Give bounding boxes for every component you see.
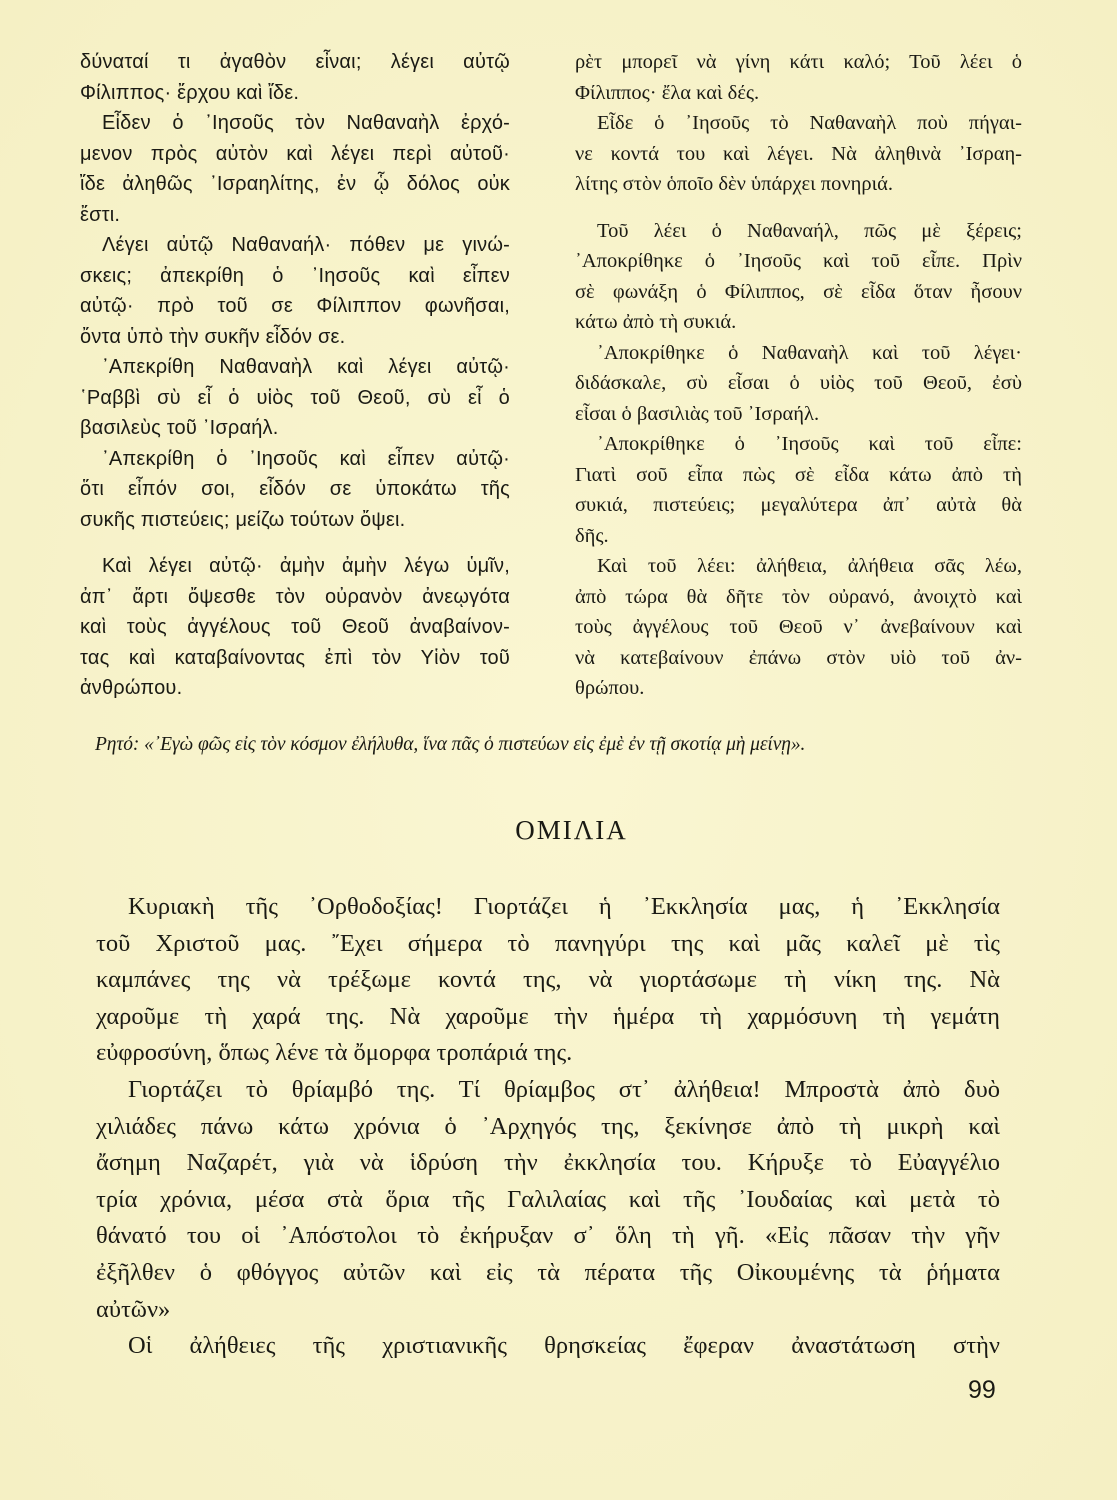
paragraph [575,216,1022,338]
text-line: νὰ κατεβαίνουν ἐπάνω στὸν υἱὸ τοῦ ἀν- [575,646,1022,669]
text-line: τρία χρόνια, μέσα στὰ ὅρια τῆς Γαλιλαίας καὶ τῆς ᾿Ιουδαίας καὶ μετὰ τὸ [96,1185,1000,1213]
text-line: τοὺς ἀγγέλους τοῦ Θεοῦ ν᾿ ἀνεβαίνουν καὶ [575,616,1022,638]
paragraph [80,352,510,444]
paragraph [575,47,1022,108]
text-line: αὐτῷ· πρὸ τοῦ σε Φίλιππον φωνῆσαι, [80,295,510,317]
original-text-column [80,47,510,704]
text-line: Εἶδεν ὁ ᾿Ιησοῦς τὸν Ναθαναὴλ ἐρχό- [102,112,510,134]
text-line: ἴδε ἀληθῶς ᾿Ισραηλίτης, ἐν ᾧ δόλος οὐκ [80,173,510,195]
text-line: ὄντα ὑπὸ τὴν συκῆν εἶδόν σε. [80,325,346,348]
text-line: Γιορτάζει τὸ θρίαμβό της. Τί θρίαμβος στ᾿ ἀλήθεια! Μπροστὰ ἀπὸ δυὸ [128,1075,1000,1103]
text-line: συκῆς πιστεύεις; μείζω τούτων ὄψει. [80,508,406,531]
text-line: δύναταί τι ἀγαθὸν εἶναι; λέγει αὐτῷ [80,51,510,73]
text-line: εἶσαι ὁ βασιλιὰς τοῦ ᾿Ισραήλ. [575,402,820,425]
text-line: ἐξῆλθεν ὁ φθόγγος αὐτῶν καὶ εἰς τὰ πέρατα τῆς Οἰκουμένης τὰ ῥήματα [96,1258,1000,1286]
paragraph [96,1072,1000,1328]
text-line: ᾿Αποκρίθηκε ὁ ᾿Ιησοῦς καὶ τοῦ εἶπε. Πρὶν [575,250,1022,272]
homily-text [96,889,1000,1365]
text-line: θρώπου. [575,677,645,699]
text-line: Κυριακὴ τῆς ᾿Ορθοδοξίας! Γιορτάζει ἡ ᾿Εκκλησία μας, ἡ ᾿Εκκλησία [128,893,1000,920]
paragraph [575,338,1022,430]
text-line: καμπάνες της νὰ τρέξωμε κοντά της, νὰ γιορτάσωμε τὴ νίκη της. Νὰ [96,966,1000,994]
paragraph [80,108,510,230]
page-number: 99 [968,1376,996,1404]
translation-column [575,47,1022,704]
text-line: διδάσκαλε, σὺ εἶσαι ὁ υἱὸς τοῦ Θεοῦ, ἐσὺ [575,372,1022,394]
text-line: σὲ φωνάξη ὁ Φίλιππος, σὲ εἶδα ὅταν ἦσουν [575,280,1022,303]
text-line: σκεις; ἀπεκρίθη ὁ ᾿Ιησοῦς καὶ εἶπεν [80,264,510,287]
text-line: μενον πρὸς αὐτὸν καὶ λέγει περὶ αὐτοῦ· [80,142,510,165]
text-line: αὐτῶν» [96,1295,171,1323]
paragraph [80,551,510,704]
text-line: Τοῦ λέει ὁ Ναθαναήλ, πῶς μὲ ξέρεις; [597,219,1022,242]
text-line: νε κοντά του καὶ λέγει. Νὰ ἀληθινὰ ᾿Ισραη- [575,142,1022,165]
text-line: ᾿Απεκρίθη ὁ ᾿Ιησοῦς καὶ εἶπεν αὐτῷ· [102,447,510,470]
text-line: ᾿Αποκρίθηκε ὁ ᾿Ιησοῦς καὶ τοῦ εἶπε: [597,433,1022,455]
text-line: συκιά, πιστεύεις; μεγαλύτερα ἀπ᾿ αὐτὰ θὰ [575,494,1022,516]
paragraph [96,889,1000,1072]
text-line: τας καὶ καταβαίνοντας ἐπὶ τὸν Υἱὸν τοῦ [80,646,510,669]
paragraph [575,108,1022,200]
text-line: θάνατό του οἱ ᾿Απόστολοι τὸ ἐκήρυξαν σ᾿ ὅλη τὴ γῆ. «Εἰς πᾶσαν τὴν γῆν [96,1222,1000,1250]
paragraph [96,1328,1000,1365]
text-line: ἀπὸ τώρα θὰ δῆτε τὸν οὐρανό, ἀνοιχτὸ καὶ [575,585,1022,608]
paragraph [575,551,1022,704]
text-line: ὅτι εἶπόν σοι, εἶδόν σε ὑποκάτω τῆς [80,478,510,500]
text-line: Εἶδε ὁ ᾿Ιησοῦς τὸ Ναθαναὴλ ποὺ πήγαι- [597,112,1022,134]
section-heading: ΟΜΙΛΙΑ [515,815,628,845]
text-line: Φίλιππος· ἔρχου καὶ ἴδε. [80,81,300,104]
text-line: κάτω ἀπὸ τὴ συκιά. [575,311,737,333]
text-line: ᾿Αποκρίθηκε ὁ Ναθαναὴλ καὶ τοῦ λέγει· [597,341,1022,364]
text-line: χαροῦμε τὴ χαρά της. Νὰ χαροῦμε τὴν ἡμέρα τὴ χαρμόσυνη τὴ γεμάτη [96,1002,1000,1030]
paragraph [80,444,510,536]
text-line: τοῦ Χριστοῦ μας. ῎Εχει σήμερα τὸ πανηγύρι της καὶ μᾶς καλεῖ μὲ τὶς [96,929,1000,957]
text-line: Λέγει αὐτῷ Ναθαναήλ· πόθεν με γινώ- [102,234,510,256]
text-line: εὐφροσύνη, ὅπως λένε τὰ ὄμορφα τροπάριά της. [96,1039,573,1067]
text-line: καὶ τοὺς ἀγγέλους τοῦ Θεοῦ ἀναβαίνον- [80,616,510,638]
text-line: ἀπ᾿ ἄρτι ὄψεσθε τὸν οὐρανὸν ἀνεῳγότα [80,585,510,608]
text-line: ῾Ραββὶ σὺ εἶ ὁ υἱὸς τοῦ Θεοῦ, σὺ εἶ ὁ [80,386,510,409]
text-line: Γιατὶ σοῦ εἶπα πὼς σὲ εἶδα κάτω ἀπὸ τὴ [575,463,1022,486]
text-line: ἄσημη Ναζαρέτ, γιὰ νὰ ἱδρύση τὴν ἐκκλησία του. Κήρυξε τὸ Εὐαγγέλιο [96,1149,1000,1177]
text-line: βασιλεὺς τοῦ ᾿Ισραήλ. [80,417,279,439]
text-line: Καὶ λέγει αὐτῷ· ἀμὴν ἀμὴν λέγω ὑμῖν, [102,555,510,577]
text-line: λίτης στὸν ὁποῖο δὲν ὑπάρχει πονηριά. [575,173,894,195]
paragraph [575,429,1022,551]
text-line: ᾿Απεκρίθη Ναθαναὴλ καὶ λέγει αὐτῷ· [102,356,510,378]
text-line: Οἱ ἀλήθειες τῆς χριστιανικῆς θρησκείας ἔφεραν ἀναστάτωση στὴν [128,1332,1000,1360]
text-line: ἔστι. [80,203,121,226]
text-line: ρὲτ μπορεῖ νὰ γίνη κάτι καλό; Τοῦ λέει ὁ [575,51,1022,73]
text-line: δῆς. [575,524,609,547]
text-line: ἀνθρώπου. [80,677,183,699]
text-line: Καὶ τοῦ λέει: ἀλήθεια, ἀλήθεια σᾶς λέω, [597,555,1022,577]
paragraph [80,230,510,352]
text-line: χιλιάδες πάνω κάτω χρόνια ὁ ᾿Αρχηγός της, ξεκίνησε ἀπὸ τὴ μικρὴ καὶ [96,1112,1000,1140]
text-line: Φίλιππος· ἔλα καὶ δές. [575,81,760,104]
key-verse: Ρητό: «᾿Εγὼ φῶς εἰς τὸν κόσμον ἐλήλυθα, ἵνα πᾶς ὁ πιστεύων εἰς ἐμὲ ἐν τῇ σκοτίᾳ μὴ μείνῃ». [95,734,806,755]
paragraph [80,47,510,108]
